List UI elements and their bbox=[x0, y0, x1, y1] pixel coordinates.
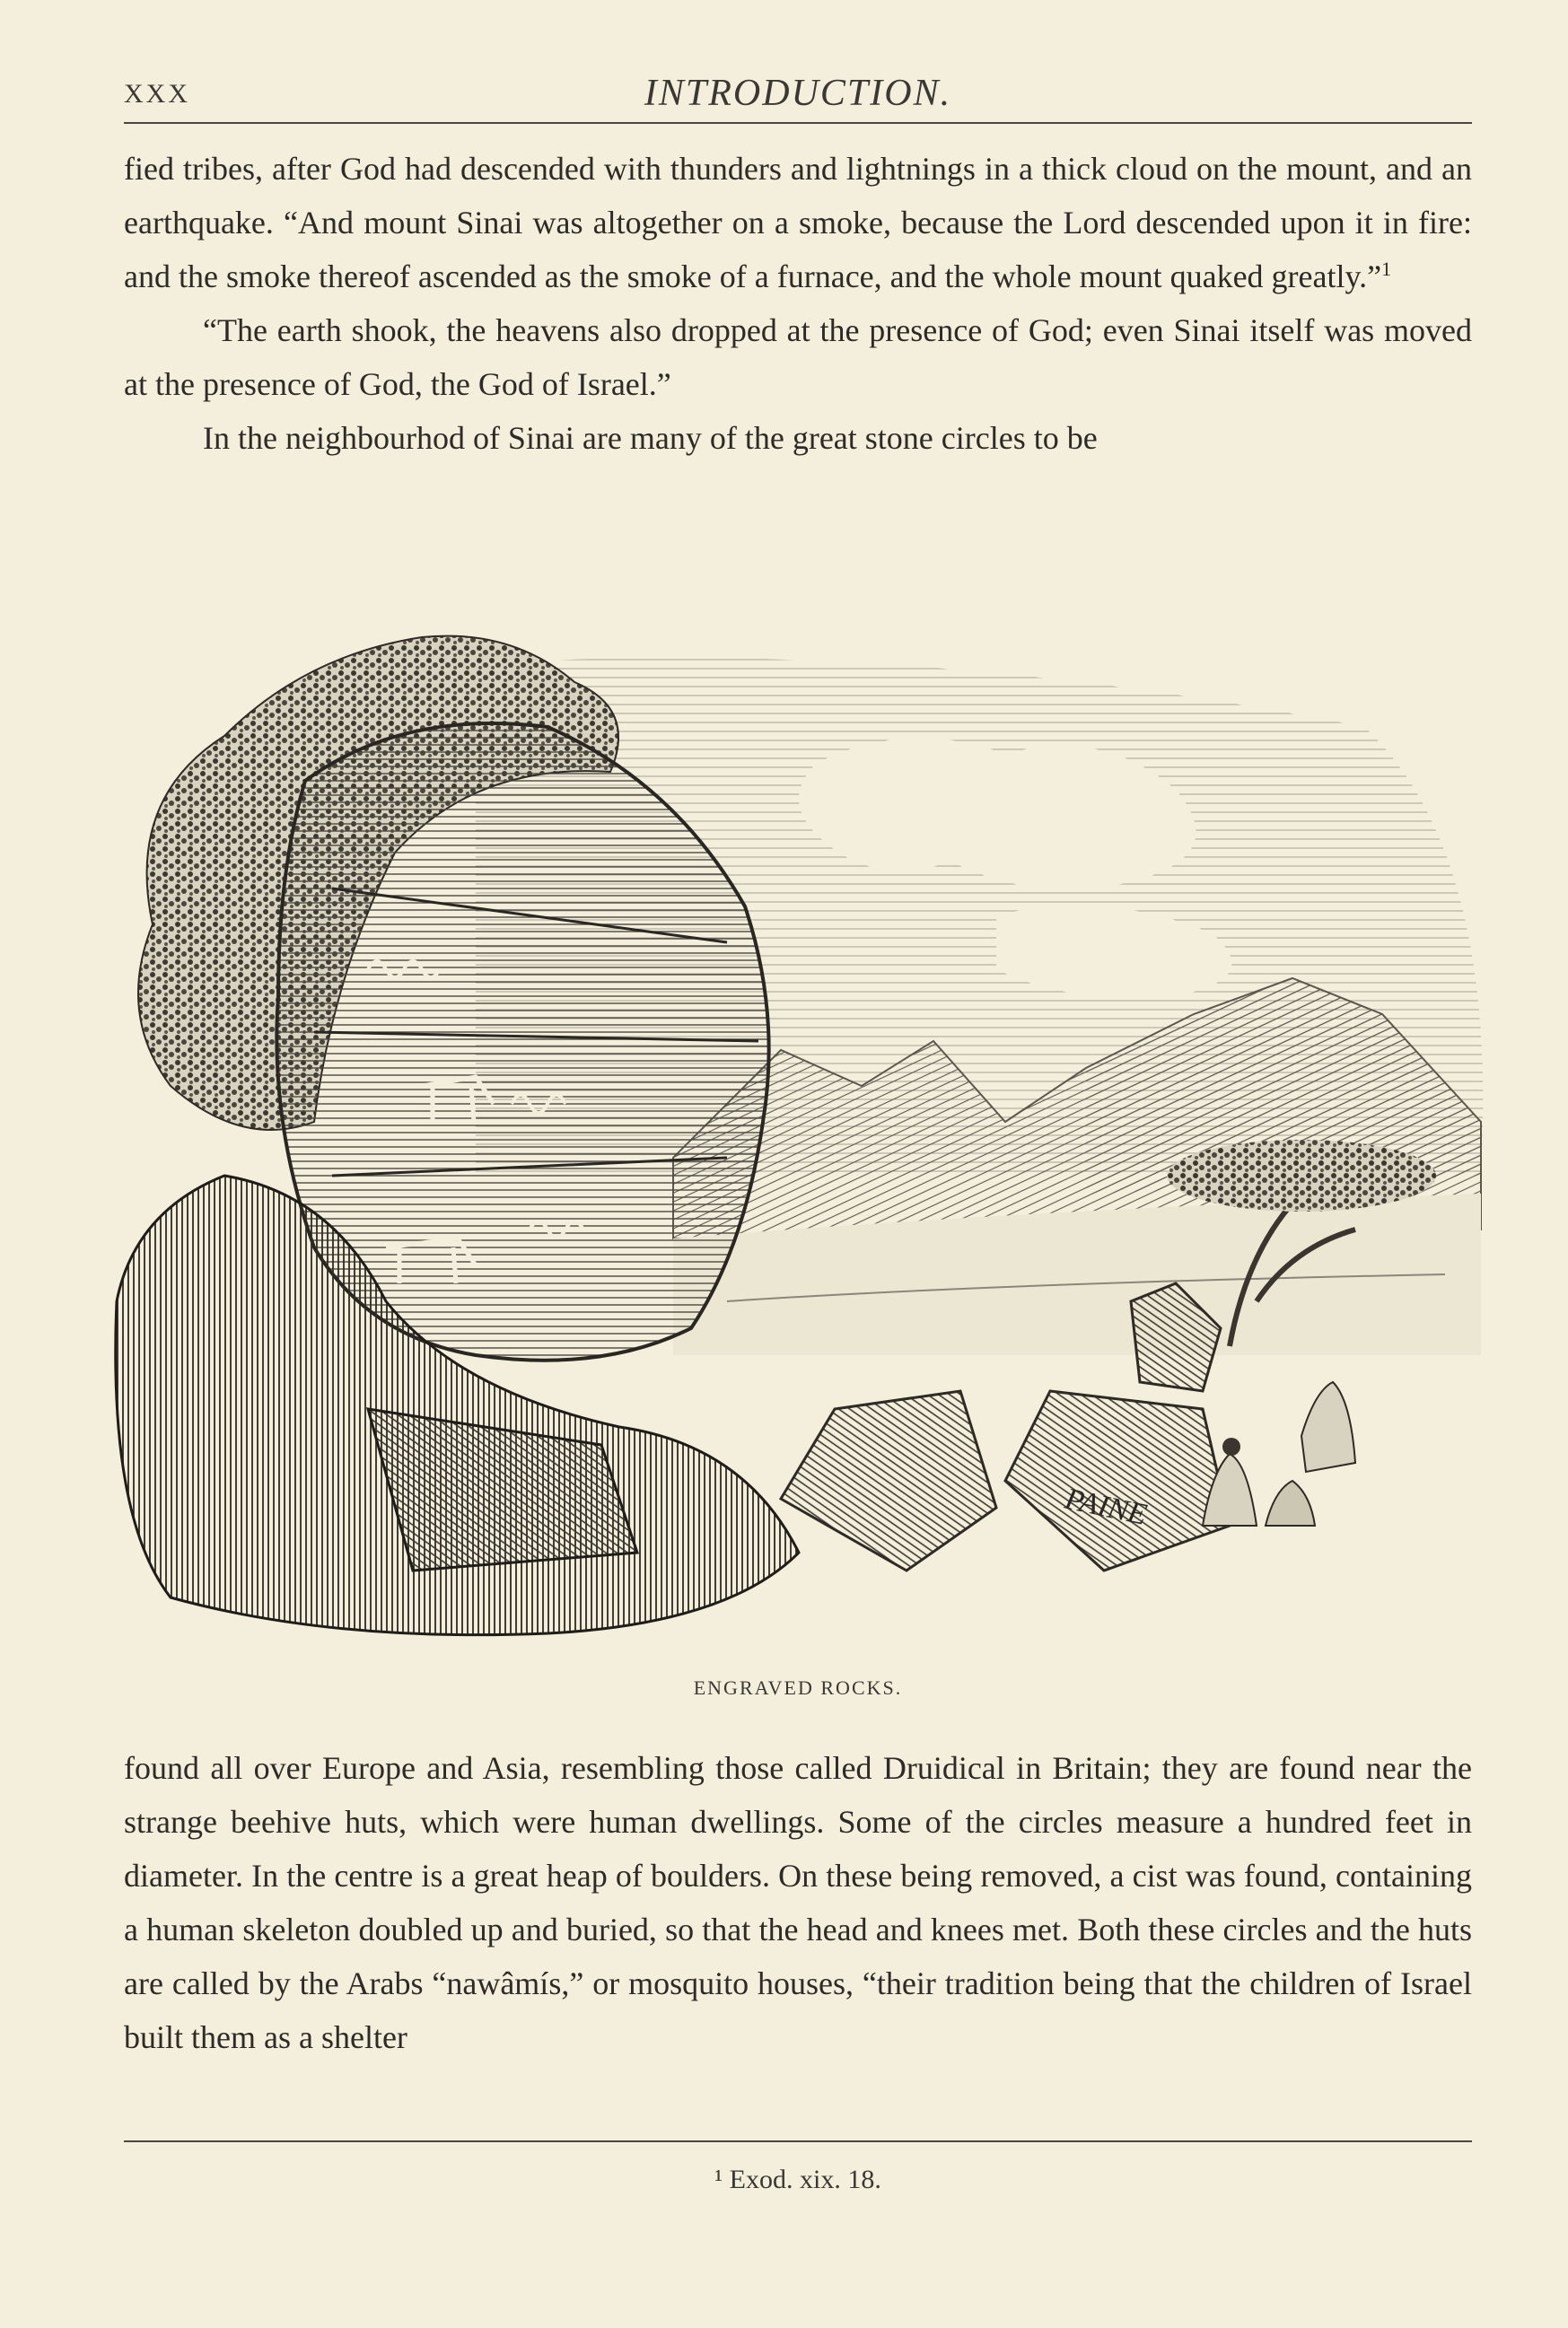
paragraph bbox=[124, 142, 1472, 303]
engraving-illustration bbox=[99, 619, 1499, 1669]
paragraph: In the neighbourhod of Sinai are many of the great stone circles to be bbox=[203, 420, 1098, 456]
footnote: ¹ Exod. xix. 18. bbox=[714, 2165, 881, 2194]
header-rule bbox=[124, 122, 1472, 124]
body-text-top bbox=[124, 142, 1472, 465]
footnote-marker: 1 bbox=[1381, 258, 1392, 280]
rock-inscription: PAINE bbox=[1062, 1482, 1150, 1532]
figure-caption: ENGRAVED ROCKS. bbox=[693, 1676, 903, 1699]
engraving-image bbox=[99, 619, 1499, 1669]
paragraph: “The earth shook, the heavens also dropped at the presence of God; even Sinai itself was moved at the presence of God, the God of Israel.” bbox=[124, 312, 1472, 402]
page-number: XXX bbox=[124, 79, 190, 109]
footnote-rule bbox=[124, 2140, 1472, 2142]
body-text-bottom bbox=[124, 1741, 1472, 2064]
paragraph: found all over Europe and Asia, resembling those called Druidical in Britain; they are found near the strange beehive huts, which were human dwellings. Some of the circles measure a hundred feet in diameter. In the centre is a great heap of boulders. On these being removed, a cist was found, containing a human skeleton doubled up and buried, so that the head and knees met. Both these circles and the huts are called by the Arabs “nawâmís,” or mosquito houses, “their tradition being that the children of Israel built them as a shelter bbox=[124, 1750, 1472, 2055]
running-head bbox=[124, 72, 1472, 118]
running-title: INTRODUCTION. bbox=[644, 73, 952, 114]
paragraph-text: fied tribes, after God had descended with thunders and lightnings in a thick cloud on the mount, and an earthquake. “And mount Sinai was altogether on a smoke, because the Lord descended upon it in fire: and the smoke thereof ascended as the smoke of a furnace, and the whole mount quaked greatly.” bbox=[124, 151, 1472, 294]
